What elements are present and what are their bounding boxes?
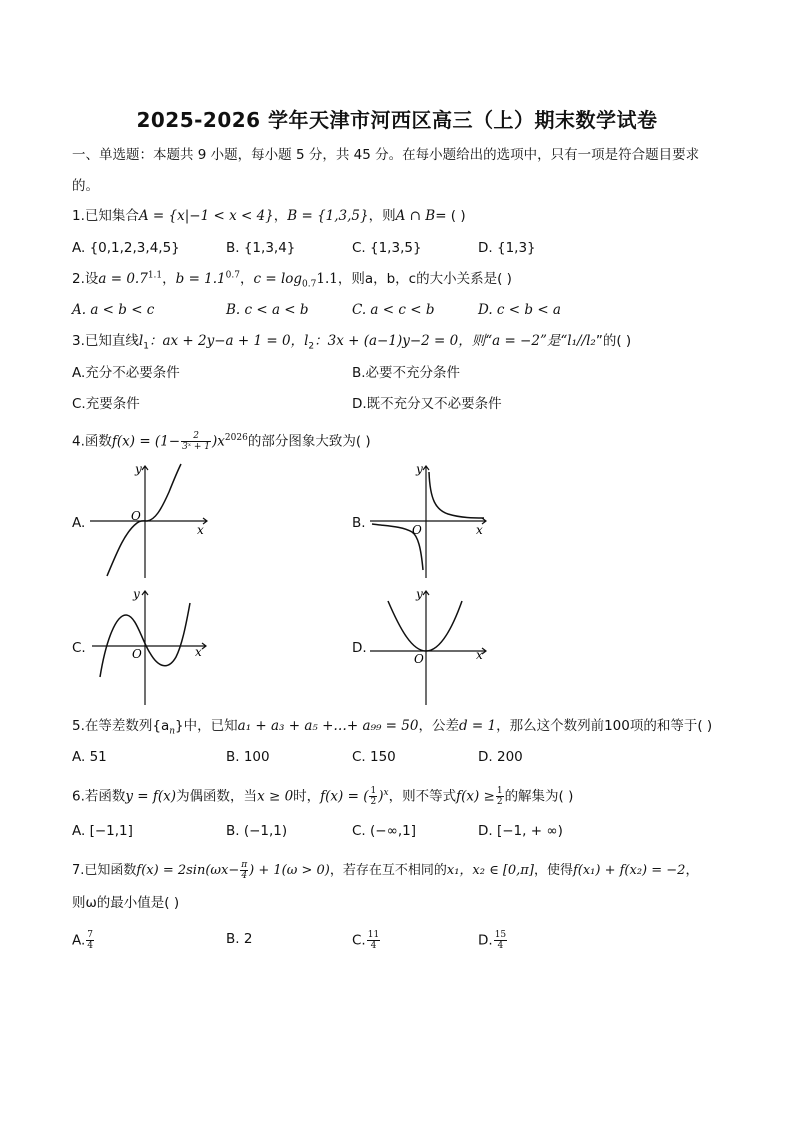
q6-eq: y = f(x) [125,788,177,805]
section-heading-line1: 一、单选题：本题共 9 小题，每小题 5 分，共 45 分。在每小题给出的选项中，只有一项是符合题目要求 [72,147,700,163]
q4-graph-b[interactable] [366,460,496,580]
curve [107,464,181,576]
q6-fexp: x [383,788,389,798]
q1-end: = ( ) [435,208,466,224]
q6-frac-1-num: 1 [370,786,377,796]
y-label: y [416,587,423,601]
q1-option-a[interactable]: A. {0,1,2,3,4,5} [72,240,180,256]
q7-frac-den: 4 [241,871,248,881]
q6-text-c: 时， [293,788,321,805]
q7-option-d-num: 15 [494,930,507,940]
q6-cond: x ≥ 0 [257,788,294,805]
q1-set-a: A = {x|−1 < x < 4} [138,208,274,224]
q5-text-b: }中，已知 [175,718,238,734]
q7-text-d: ， [685,863,699,878]
q3-parallel: l₁//l₂ [567,333,596,349]
q7-fx: f(x) = 2sin(ωx− [136,863,240,878]
q6-option-d[interactable]: D. [−1, + ∞) [478,823,563,839]
q4-option-a-label[interactable]: A. [72,515,86,531]
q4-option-b-label[interactable]: B. [352,515,366,531]
q7-x12: x₁，x₂ ∈ [0,π] [446,863,534,878]
q4-graph-d[interactable] [366,585,496,707]
q7-option-d-frac [494,930,507,951]
q1-option-b[interactable]: B. {1,3,4} [226,240,296,256]
q3-l1-sub: 1 [143,341,149,352]
q5-option-d[interactable]: D. 200 [478,749,523,765]
q3-l2-sub: 2 [308,341,315,352]
q2-option-d[interactable]: D. c < b < a [478,302,561,318]
q1-option-d[interactable]: D. {1,3} [478,240,536,256]
q6-option-c[interactable]: C. (−∞,1] [352,823,416,839]
q4-frac-den: 3ˣ + 1 [182,442,211,452]
q2-b-exp: 0.7 [225,270,240,281]
q7-text-a: 7.已知函数 [72,863,137,878]
q7-option-a[interactable] [72,930,95,951]
page-title: 2025-2026 学年天津市河西区高三（上）期末数学试卷 [136,108,658,132]
q3-option-a[interactable]: A.充分不必要条件 [72,365,180,381]
section-heading-line2: 的。 [72,178,99,194]
y-label: y [135,462,142,476]
q1-prefix: 1.已知集合 [72,208,139,224]
q4-tail: 的部分图象大致为( ) [247,433,371,450]
q7-option-d[interactable] [478,930,508,951]
q5-text-a: 5.在等差数列{a [72,718,170,734]
q4-option-d-label[interactable]: D. [352,640,367,656]
q7-option-c[interactable] [352,930,381,951]
q3-eq2: ：3x + (a−1)y−2 = 0，则“a = −2”是“ [314,333,568,349]
question-1 [72,207,466,225]
question-5 [72,717,712,735]
q3-eq1: ：ax + 2y−a + 1 = 0， [148,333,305,349]
origin-label: O [131,509,141,523]
q2-prefix: 2.设 [72,271,99,287]
q3-l1: l [138,333,144,349]
x-label: x [476,523,483,537]
q7-option-b[interactable] [226,930,252,948]
q7-option-c-den: 4 [370,941,377,951]
q7-option-b-label: B. 2 [226,931,253,947]
q1-sep2: ，则 [368,208,396,224]
question-7 [72,860,698,881]
q7-option-c-frac [367,930,380,951]
curve-right [429,472,484,518]
question-6 [72,786,573,807]
q5-option-a[interactable]: A. 51 [72,749,107,765]
q7-frac [240,860,248,881]
q7-option-a-label: A. [72,932,86,949]
q6-frac-2-den: 2 [496,797,503,807]
q3-text-a: 3.已知直线 [72,333,139,349]
q4-fx: f(x) = (1− [111,433,181,450]
q1-set-b: B = {1,3,5} [287,208,369,224]
q7-sum: f(x₁) + f(x₂) = −2 [572,863,686,878]
origin-label: O [132,647,142,661]
q6-option-a[interactable]: A. [−1,1] [72,823,133,839]
q6-text-a: 6.若函数 [72,788,126,805]
q6-frac-2 [496,786,504,807]
q2-c: c = log [253,271,303,287]
origin-label: O [412,523,422,537]
q7-option-a-den: 4 [87,941,94,951]
q5-option-b[interactable]: B. 100 [226,749,270,765]
q3-option-c[interactable]: C.充要条件 [72,396,140,412]
q2-option-a[interactable]: A. a < b < c [72,302,155,318]
y-label: y [416,462,423,476]
q4-graph-c[interactable] [88,585,218,707]
q7-option-d-label: D. [478,932,493,949]
q5-text-c: ，公差 [418,718,459,734]
curve [388,601,462,651]
q4-prefix: 4.函数 [72,433,112,450]
q2-b: b = 1.1 [175,271,226,287]
q6-text-e: 的解集为( ) [504,788,574,805]
q4-fraction [181,431,211,452]
q2-a-exp: 1.1 [147,270,163,281]
q1-sep: ， [273,208,288,224]
q2-a: a = 0.7 [98,271,148,287]
q4-frac-num: 2 [181,431,211,442]
q2-c-sub: 0.7 [302,279,317,290]
q4-option-c-label[interactable]: C. [72,640,86,656]
q2-c-post: 1.1 [316,271,338,287]
origin-label: O [414,652,424,666]
question-4 [72,431,371,452]
q7-rest: ) + 1(ω > 0) [249,863,330,878]
y-label: y [133,587,140,601]
q7-option-c-num: 11 [367,930,380,940]
q6-text-d: ，则不等式 [388,788,457,805]
q6-option-b[interactable]: B. (−1,1) [226,823,288,839]
q6-text-b: 为偶函数，当 [176,788,258,805]
q4-graph-a[interactable] [85,460,215,580]
q7-option-a-num: 7 [87,930,94,940]
q5-option-c[interactable]: C. 150 [352,749,396,765]
q7-text-b: ，若存在互不相同的 [329,863,447,878]
q1-expr: A ∩ B [395,208,436,224]
x-label: x [195,645,202,659]
q3-option-d[interactable]: D.既不充分又不必要条件 [352,396,502,412]
q2-sep1: ， [162,271,176,287]
q3-tail: ”的( ) [595,333,632,349]
q2-tail: ，则a，b，c的大小关系是( ) [337,271,512,287]
q7-frac-num: π [241,860,248,870]
question-7-line2: 则ω的最小值是( ) [72,895,180,911]
x-label: x [476,648,483,662]
q7-option-d-den: 4 [497,941,504,951]
q5-text-d: ，那么这个数列前100项的和等于( ) [496,718,713,734]
q3-l2: l [304,333,309,349]
question-3 [72,332,631,350]
q4-close: )x [212,433,225,450]
q5-sum: a₁ + a₃ + a₅ +…+ a₉₉ = 50 [237,718,419,734]
q6-frac-1 [369,786,377,807]
q7-option-c-label: C. [352,932,366,949]
q2-option-c[interactable]: C. a < c < b [352,302,435,318]
q3-option-b[interactable]: B.必要不充分条件 [352,365,461,381]
q6-ineq: f(x) ≥ [456,788,495,805]
q6-frac-2-num: 1 [496,786,503,796]
q4-exp: 2026 [224,433,248,443]
q2-sep2: ， [239,271,254,287]
q6-frac-1-den: 2 [370,797,377,807]
q7-text-c: ，使得 [533,863,573,878]
q1-option-c[interactable]: C. {1,3,5} [352,240,422,256]
q6-fclose: ) [378,788,384,805]
x-label: x [197,523,204,537]
q7-option-a-frac [86,930,94,951]
q5-n: n [169,726,176,737]
q2-option-b[interactable]: B. c < a < b [226,302,309,318]
question-2 [72,270,512,288]
q5-d: d = 1 [458,718,497,734]
q6-fx: f(x) = ( [320,788,369,805]
